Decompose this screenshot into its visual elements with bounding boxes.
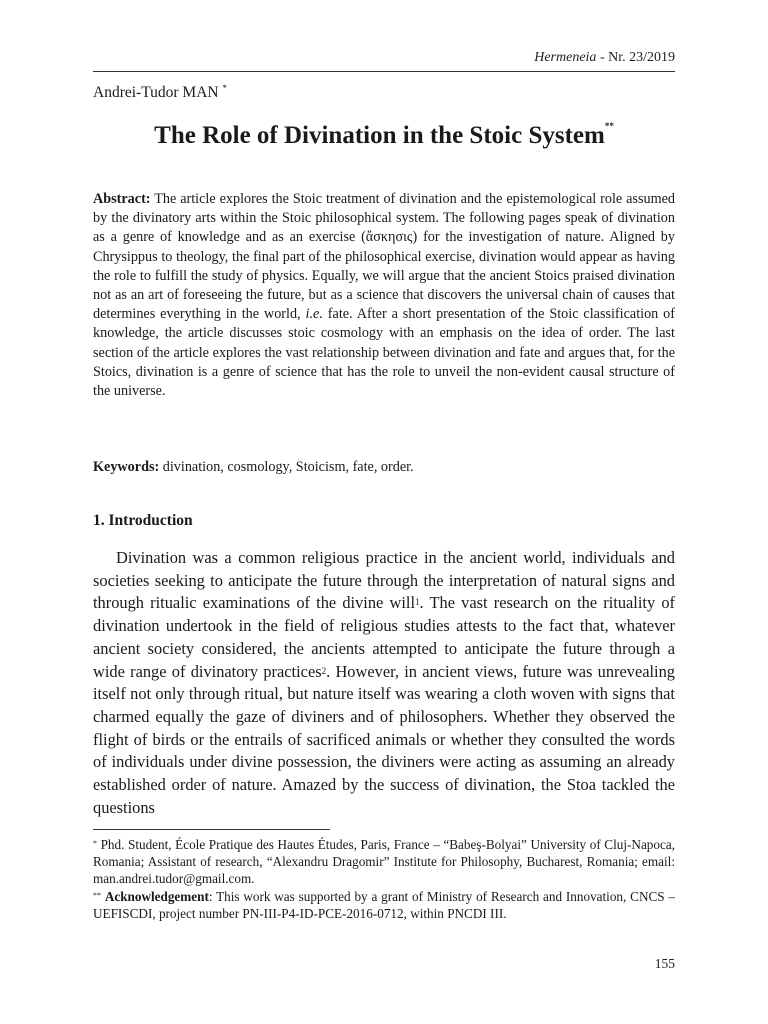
body-segment-3: . However, in ancient views, future was unrevealing itself not only through ritual, but nature itself was wearing a cloth woven with signs that charmed equally the gaze of diviners and of philosophers. Whether they observed the flight of birds or the entrails of sacrificed animals or whether they consulted the words of individuals under divine possession, the diviners were acting as assuming an already established order of nature. Amazed by the success of divination, the Stoa tackled the questions bbox=[93, 661, 676, 817]
abstract-ie: i.e. bbox=[305, 306, 323, 323]
footnote-rule bbox=[93, 829, 330, 830]
footnote-author bbox=[93, 836, 675, 888]
journal-issue: - Nr. 23/2019 bbox=[596, 50, 675, 65]
body-segment-2: . The vast research on the rituality of divination undertook in the field of religious studies attests to the fact that, whatever ancient society considered, the ancients attempted to anticipate the future through a wide range of divinatory practices bbox=[93, 593, 675, 681]
footnote-ack-mark: ** bbox=[93, 890, 101, 900]
author-footnote-mark: * bbox=[222, 83, 227, 93]
footnote-ack-text: : This work was supported by a grant of Ministry of Research and Innovation, CNCS – UEFISCDI, project number PN-III-P4-ID-PCE-2016-0712, within PNCDI III. bbox=[93, 888, 676, 921]
body-paragraph bbox=[93, 547, 675, 819]
abstract bbox=[93, 190, 675, 401]
abstract-text-1: The article explores the Stoic treatment of divination and the epistemological role assumed by the divinatory arts within the Stoic philosophical system. The following pages speak of divination as a genre of knowledge and as an exercise (ἄσκησις) for the investigation of nature. Aligned by Chrysippus to theology, the final part of the philosophical exercise, divination would appear as having the role to fulfill the study of physics. Equally, we will argue that the ancient Stoics praised divination not as an art of foreseeing the future, but as a science that discovers the universal chain of causes that determines everything in the world, bbox=[93, 191, 675, 323]
journal-name: Hermeneia bbox=[534, 50, 597, 65]
footnote-ref-1: 1 bbox=[415, 597, 420, 608]
header-rule bbox=[93, 71, 675, 72]
footnote-ref-2: 2 bbox=[321, 665, 327, 676]
title-footnote-mark: ** bbox=[604, 121, 614, 131]
running-head bbox=[534, 50, 675, 66]
keywords bbox=[93, 459, 675, 476]
body-segment-1: Divination was a common religious practice in the ancient world, individuals and societies seeking to anticipate the future through the interpretation of natural signs and through ritualic examinations of the divine will bbox=[93, 548, 675, 613]
keywords-label: Keywords: bbox=[93, 459, 160, 475]
footnote-author-mark: * bbox=[93, 839, 97, 848]
abstract-label: Abstract: bbox=[93, 191, 151, 207]
keywords-text: divination, cosmology, Stoicism, fate, order. bbox=[159, 459, 414, 475]
footnote-ack-label: Acknowledgement bbox=[104, 888, 209, 904]
title-text: The Role of Divination in the Stoic System bbox=[154, 122, 605, 149]
section-heading: 1. Introduction bbox=[93, 512, 193, 529]
footnotes bbox=[93, 836, 675, 922]
author-line bbox=[93, 84, 227, 102]
author-name: Andrei-Tudor MAN bbox=[93, 84, 219, 101]
abstract-text-2: fate. After a short presentation of the Stoic classification of knowledge, the article discusses stoic cosmology with an emphasis on the idea of order. The last section of the article explores the vast relationship between divination and fate and argues that, for the Stoics, divination is a genre of science that has the role to unveil the non-evident causal structure of the universe. bbox=[93, 306, 676, 400]
footnote-author-text: Phd. Student, École Pratique des Hautes Études, Paris, France – “Babeş-Bolyai” University of Cluj-Napoca, Romania; Assistant of research, “Alexandru Dragomir” Institute for Philosophy, Bucharest, Romania; email: man.andrei.tudor@gmail.com. bbox=[93, 837, 675, 887]
page-number: 155 bbox=[654, 956, 675, 971]
paper-title bbox=[93, 122, 675, 150]
footnote-acknowledgement bbox=[93, 888, 675, 922]
